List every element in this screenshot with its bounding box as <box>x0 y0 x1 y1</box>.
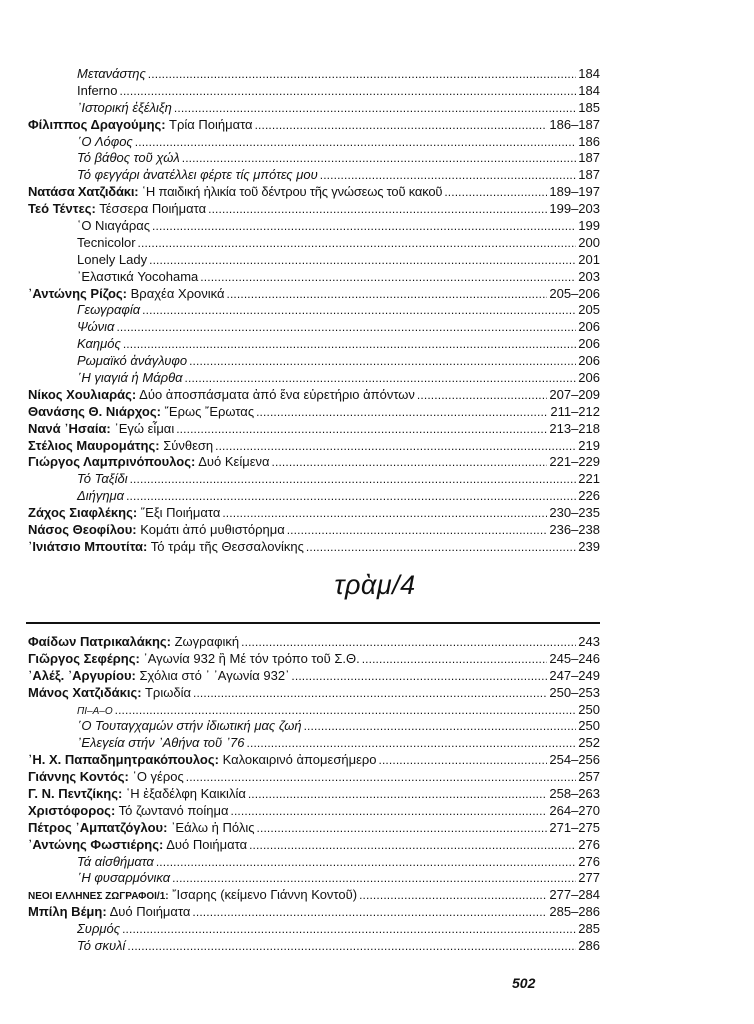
toc-entry-title: ῾Ο Νιαγάρας <box>77 218 151 234</box>
toc-entry-page: 203 <box>578 268 600 284</box>
toc-entry-page: 221 <box>578 471 600 487</box>
toc-entry <box>28 854 600 871</box>
toc-entry-text <box>77 66 146 83</box>
toc-entry-title: Τριωδία <box>144 684 191 700</box>
section-title-text: τρὰμ/4 <box>334 570 416 600</box>
toc-entry-text <box>77 718 302 735</box>
toc-entry <box>28 421 600 438</box>
toc-entry-author: ᾽Αλέξ. ᾽Αργυρίου: <box>28 667 136 683</box>
toc-entry-author: Θανάσης Θ. Νιάρχος: <box>28 403 161 419</box>
dot-leader <box>215 438 576 455</box>
toc-entry-text <box>28 786 246 803</box>
dot-leader <box>142 302 576 319</box>
dot-leader <box>126 488 576 505</box>
toc-entry <box>28 488 600 505</box>
dot-leader <box>149 252 576 269</box>
toc-entry-page: 201 <box>578 251 600 267</box>
toc-entry-page: 186–187 <box>549 116 600 132</box>
dot-leader <box>272 454 548 471</box>
toc-entry-text <box>77 100 172 117</box>
dot-leader <box>123 336 576 353</box>
toc-entry <box>28 769 600 786</box>
toc-entry <box>28 404 600 421</box>
toc-entry-title: ῾Η γιαγιά ἡ Μάρθα <box>77 370 183 386</box>
toc-entry-text <box>28 201 206 218</box>
toc-entry-title: Τά αἰσθήματα <box>77 853 154 869</box>
dot-leader <box>156 854 576 871</box>
toc-entry-page: 245–246 <box>549 650 600 666</box>
toc-entry-title: Τό σκυλί <box>77 938 126 954</box>
toc-entry-author: Νίκος Χουλιαράς: <box>28 386 137 402</box>
dot-leader <box>182 150 577 167</box>
toc-entry-text <box>77 336 121 353</box>
toc-entry-page: 211–212 <box>550 403 600 419</box>
dot-leader <box>241 634 576 651</box>
dot-leader <box>200 269 576 286</box>
toc-entry-text <box>28 651 360 668</box>
dot-leader <box>189 353 576 370</box>
toc-entry-page: 187 <box>578 150 600 166</box>
toc-entry-page: 184 <box>578 66 600 81</box>
toc-entry <box>28 718 600 735</box>
toc-entry-page: 213–218 <box>549 420 600 436</box>
toc-entry-author: Νανά ᾽Ησαία: <box>28 420 111 436</box>
toc-entry <box>28 837 600 854</box>
toc-entry-author: ΝΕΟΙ ΕΛΛΗΝΕΣ ΖΩΓΡΑΦΟΙ/1: <box>28 891 169 903</box>
toc-entry-text <box>28 505 220 522</box>
toc-entry-title: Βραχέα Χρονικά <box>130 285 225 301</box>
toc-entry <box>28 218 600 235</box>
toc-entry-page: 219 <box>578 437 600 453</box>
dot-leader <box>255 117 548 134</box>
dot-leader <box>115 702 577 719</box>
dot-leader <box>185 370 577 387</box>
toc-entry-page: 286 <box>578 938 600 954</box>
toc-entry-text <box>28 820 255 837</box>
toc-entry-text <box>28 668 289 685</box>
toc-entry-page: 276 <box>578 853 600 869</box>
toc-entry-page: 250 <box>578 701 600 717</box>
toc-entry-text <box>77 269 198 286</box>
toc-entry-title: ῾Η φυσαρμόνικα <box>77 870 171 886</box>
toc-entry <box>28 887 600 904</box>
toc-entry-title: Σύνθεση <box>163 437 214 453</box>
toc-entry <box>28 117 600 134</box>
toc-entry-title: Δυό Ποιήματα <box>109 904 191 920</box>
dot-leader <box>127 938 576 955</box>
toc-entry-title: Τό ζωντανό ποίημα <box>118 802 229 818</box>
toc-entry-page: 205 <box>578 302 600 318</box>
toc-entry-title: Γεωγραφία <box>77 302 141 318</box>
toc-entry <box>28 752 600 769</box>
dot-leader <box>186 769 577 786</box>
toc-entry <box>28 150 600 167</box>
toc-entry <box>28 702 600 719</box>
toc-entry-text <box>77 218 150 235</box>
toc-entry-title: Δυό Κείμενα <box>198 454 270 470</box>
dot-leader <box>172 870 576 887</box>
toc-entry <box>28 235 600 252</box>
toc-entry <box>28 336 600 353</box>
toc-entry-text <box>28 634 239 651</box>
toc-entry-text <box>77 471 128 488</box>
toc-entry-title: ῾Ο γέρος <box>132 769 184 785</box>
toc-entry-page: 257 <box>578 769 600 785</box>
toc-entry-title: Διήγημα <box>77 488 125 504</box>
dot-leader <box>152 218 576 235</box>
dot-leader <box>287 522 548 539</box>
toc-entry-page: 199 <box>578 218 600 234</box>
dot-leader <box>444 184 547 201</box>
toc-entry-page: 206 <box>578 336 600 352</box>
toc-entry-page: 254–256 <box>549 752 600 768</box>
toc-entry-title: ᾽Εάλω ἡ Πόλις <box>171 819 255 835</box>
dot-leader <box>192 904 547 921</box>
dot-leader <box>148 66 577 83</box>
toc-entry <box>28 184 600 201</box>
toc-entry-page: 258–263 <box>549 786 600 802</box>
toc-entry-text <box>77 870 170 887</box>
dot-leader <box>135 134 577 151</box>
toc-entry <box>28 370 600 387</box>
toc-entry-title: ῞Εξι Ποιήματα <box>140 505 221 521</box>
toc-entry-title: ῎Ισαρης (κείμενο Γιάννη Κοντοῦ) <box>172 887 358 903</box>
toc-entry-page: 189–197 <box>549 184 600 200</box>
toc-entry-author: Φίλιππος Δραγούμης: <box>28 116 166 132</box>
toc-entry <box>28 438 600 455</box>
toc-entry <box>28 252 600 269</box>
toc-entry-title: Κομάτι ἀπό μυθιστόρημα <box>140 522 285 538</box>
dot-leader <box>359 887 547 904</box>
dot-leader <box>320 167 577 184</box>
dot-leader <box>247 735 577 752</box>
toc-entry-page: 205–206 <box>549 285 600 301</box>
toc-entry-page: 206 <box>578 353 600 369</box>
toc-entry-page: 186 <box>578 133 600 149</box>
toc-entry <box>28 938 600 955</box>
toc-entry-page: 230–235 <box>549 505 600 521</box>
dot-leader <box>362 651 548 668</box>
toc-entry-title: Μετανάστης <box>77 66 146 81</box>
toc-entry-text <box>28 685 191 702</box>
toc-entry-page: 277–284 <box>549 887 600 903</box>
toc-entry-page: 277 <box>578 870 600 886</box>
toc-entry <box>28 100 600 117</box>
toc-entry-text <box>77 854 154 871</box>
toc-entry-text <box>77 150 180 167</box>
toc-entry-text <box>77 83 117 100</box>
toc-entry-title: Τό Ταξίδι <box>77 471 128 487</box>
section-divider <box>26 622 600 624</box>
toc-entry-title: ῾Ο Λόφος <box>77 133 133 149</box>
toc-entry-page: 285 <box>578 921 600 937</box>
toc-entry-text <box>77 370 183 387</box>
toc-entry-page: 236–238 <box>549 522 600 538</box>
toc-entry <box>28 668 600 685</box>
toc-entry <box>28 634 600 651</box>
toc-entry-author: Χριστόφορος: <box>28 802 116 818</box>
toc-entry-text <box>28 117 253 134</box>
toc-entry-title: Τρία Ποιήματα <box>169 116 253 132</box>
toc-entry-title: Δυό Ποιήματα <box>166 836 248 852</box>
toc-entry <box>28 522 600 539</box>
toc-entry-text <box>77 252 147 269</box>
toc-entry-text <box>77 938 125 955</box>
toc-entry-title: ᾽Εγώ εἶμαι <box>114 420 175 436</box>
toc-entry-title: ῎Ερως ῎Ερωτας <box>164 403 255 419</box>
dot-leader <box>122 921 576 938</box>
toc-entry-page: 247–249 <box>549 667 600 683</box>
toc-entry-page: 271–275 <box>549 819 600 835</box>
toc-entry-author: Φαίδων Πατρικαλάκης: <box>28 634 171 649</box>
dot-leader <box>417 387 547 404</box>
toc-entry-title: Lonely Lady <box>77 251 148 267</box>
toc-entry-text <box>77 167 318 184</box>
toc-entry-text <box>28 404 254 421</box>
toc-entry-title: ῾Η ἐξαδέλφη Καικιλία <box>125 786 246 802</box>
toc-entry <box>28 921 600 938</box>
toc-entry <box>28 286 600 303</box>
toc-entry-title: Σχόλια στό ᾽ ᾽Αγωνία 932᾽ <box>139 667 290 683</box>
toc-entry-text <box>77 302 140 319</box>
table-of-contents-part-2 <box>28 634 600 955</box>
toc-entry-page: 206 <box>578 370 600 386</box>
toc-entry <box>28 83 600 100</box>
table-of-contents-part-1 <box>28 66 600 556</box>
toc-entry <box>28 471 600 488</box>
toc-entry <box>28 353 600 370</box>
toc-entry-page: 252 <box>578 735 600 751</box>
toc-entry-author: Μπίλη Βέμη: <box>28 904 107 920</box>
toc-entry-text <box>77 134 133 151</box>
toc-entry <box>28 134 600 151</box>
toc-entry-page: 200 <box>578 234 600 250</box>
page-number: 502 <box>512 975 536 991</box>
toc-entry-page: 187 <box>578 167 600 183</box>
toc-entry <box>28 904 600 921</box>
toc-entry-text <box>28 539 304 556</box>
dot-leader <box>257 820 548 837</box>
toc-entry <box>28 269 600 286</box>
dot-leader <box>379 752 548 769</box>
dot-leader <box>119 83 576 100</box>
toc-entry-author: Γιάννης Κοντός: <box>28 769 129 785</box>
toc-entry-title: Tecnicolor <box>77 234 136 250</box>
toc-entry-text <box>28 769 184 786</box>
toc-entry-page: 285–286 <box>549 904 600 920</box>
toc-entry-title: Ζωγραφική <box>174 634 240 649</box>
toc-entry-title: Δύο ἀποσπάσματα ἀπό ἕνα εὑρετήριο ἀπόντων <box>139 386 415 402</box>
toc-entry-author: Νατάσα Χατζιδάκι: <box>28 184 139 200</box>
toc-entry <box>28 66 600 83</box>
toc-entry-page: 250 <box>578 718 600 734</box>
dot-leader <box>231 803 548 820</box>
toc-entry-author: Γιώργος Λαμπρινόπουλος: <box>28 454 196 470</box>
dot-leader <box>176 421 547 438</box>
toc-entry-text <box>28 184 442 201</box>
toc-entry-text <box>77 353 187 370</box>
toc-entry <box>28 167 600 184</box>
toc-entry <box>28 505 600 522</box>
toc-entry <box>28 786 600 803</box>
toc-entry-text <box>28 522 285 539</box>
toc-entry-title: ᾽Ελεγεία στήν ᾽Αθήνα τοῦ ᾽76 <box>77 735 245 751</box>
toc-entry <box>28 685 600 702</box>
toc-entry-author: Νάσος Θεοφίλου: <box>28 522 137 538</box>
toc-entry-text <box>28 454 270 471</box>
toc-entry-author: Γιῶργος Σεφέρης: <box>28 650 140 666</box>
dot-leader <box>222 505 547 522</box>
toc-entry-text <box>77 921 120 938</box>
toc-entry <box>28 387 600 404</box>
toc-entry-author: Τεό Τέντες: <box>28 201 96 217</box>
toc-entry-title: ᾽Ελαστικά Yocohama <box>77 268 199 284</box>
toc-entry-page: 243 <box>578 634 600 649</box>
dot-leader <box>130 471 577 488</box>
toc-entry <box>28 803 600 820</box>
toc-entry-page: 276 <box>578 836 600 852</box>
toc-entry-page: 221–229 <box>549 454 600 470</box>
toc-entry-text <box>28 803 229 820</box>
toc-entry-text <box>28 837 247 854</box>
dot-leader <box>256 404 548 421</box>
dot-leader <box>138 235 577 252</box>
toc-entry-title: Συρμός <box>77 921 121 937</box>
toc-entry-author: ᾽Αντώνης Φωστιέρης: <box>28 836 164 852</box>
dot-leader <box>306 539 576 556</box>
section-title <box>0 570 754 601</box>
toc-entry-page: 199–203 <box>549 201 600 217</box>
toc-entry-page: 226 <box>578 488 600 504</box>
toc-entry <box>28 870 600 887</box>
toc-entry-title: ῾Ο Τουταγχαμών στήν ἰδιωτική μας ζωή <box>77 718 302 734</box>
toc-entry-title: Inferno <box>77 82 118 98</box>
toc-entry-author: Στέλιος Μαυρομάτης: <box>28 437 160 453</box>
toc-entry-title: Τέσσερα Ποιήματα <box>99 201 207 217</box>
toc-entry <box>28 201 600 218</box>
toc-entry <box>28 735 600 752</box>
toc-entry-page: 185 <box>578 99 600 115</box>
dot-leader <box>304 718 577 735</box>
toc-entry-author: Πέτρος ᾽Αμπατζόγλου: <box>28 819 168 835</box>
toc-entry-text <box>28 387 415 404</box>
toc-entry-page: 206 <box>578 319 600 335</box>
toc-entry-title: Τό φεγγάρι ἀνατέλλει φέρτε τίς μπότες μου <box>77 167 318 183</box>
toc-entry-title: ῾Η παιδική ἡλικία τοῦ δέντρου τῆς γνώσεως τοῦ κακοῦ <box>141 184 443 200</box>
toc-entry-title: ᾽Αγωνία 932 ἢ Μέ τόν τρόπο τοῦ Σ.Θ. <box>143 650 360 666</box>
toc-entry-text <box>28 438 213 455</box>
toc-entry-text <box>28 752 377 769</box>
dot-leader <box>249 837 576 854</box>
toc-entry <box>28 820 600 837</box>
dot-leader <box>248 786 548 803</box>
toc-entry-text <box>77 319 114 336</box>
toc-entry-page: 250–253 <box>549 684 600 700</box>
toc-entry <box>28 539 600 556</box>
toc-entry-text <box>77 235 136 252</box>
toc-entry-text <box>77 488 124 505</box>
toc-entry-page: 264–270 <box>549 802 600 818</box>
toc-entry-author: Ζάχος Σιαφλέκης: <box>28 505 138 521</box>
toc-entry <box>28 454 600 471</box>
toc-entry-page: 239 <box>578 538 600 554</box>
toc-entry-text <box>28 904 190 921</box>
toc-entry-title: Καημός <box>77 336 121 352</box>
toc-entry-author: Γ. Ν. Πεντζίκης: <box>28 786 123 802</box>
toc-entry-text <box>28 421 174 438</box>
toc-entry-title: ᾽Ιστορική ἐξέλιξη <box>77 99 172 115</box>
dot-leader <box>193 685 547 702</box>
toc-entry-title: Τό βάθος τοῦ χώλ <box>77 150 180 166</box>
toc-entry-author: ᾽Αντώνης Ρίζος: <box>28 285 127 301</box>
toc-entry-author: ᾽Η. Χ. Παπαδημητρακόπουλος: <box>28 752 219 768</box>
toc-entry-page: 184 <box>578 82 600 98</box>
toc-entry-title: Ρωμαϊκό ἀνάγλυφο <box>77 353 188 369</box>
toc-entry-title: Τό τράμ τῆς Θεσσαλονίκης <box>150 538 304 554</box>
toc-entry-author: Μάνος Χατζιδάκις: <box>28 684 142 700</box>
dot-leader <box>208 201 547 218</box>
dot-leader <box>227 286 548 303</box>
toc-entry <box>28 319 600 336</box>
toc-entry-text <box>28 286 225 303</box>
toc-entry-title: Καλοκαιρινό ἀπομεσήμερο <box>222 752 377 768</box>
toc-entry-author: ᾽Ινιάτσιο Μπουτίτα: <box>28 538 148 554</box>
toc-entry-text <box>77 735 245 752</box>
toc-entry-title: ΠΙ–Α–Ο <box>77 705 113 717</box>
dot-leader <box>174 100 576 117</box>
toc-entry-title: Ψώνια <box>77 319 115 335</box>
toc-entry <box>28 302 600 319</box>
dot-leader <box>116 319 576 336</box>
toc-entry <box>28 651 600 668</box>
toc-entry-page: 207–209 <box>549 386 600 402</box>
dot-leader <box>291 668 547 685</box>
